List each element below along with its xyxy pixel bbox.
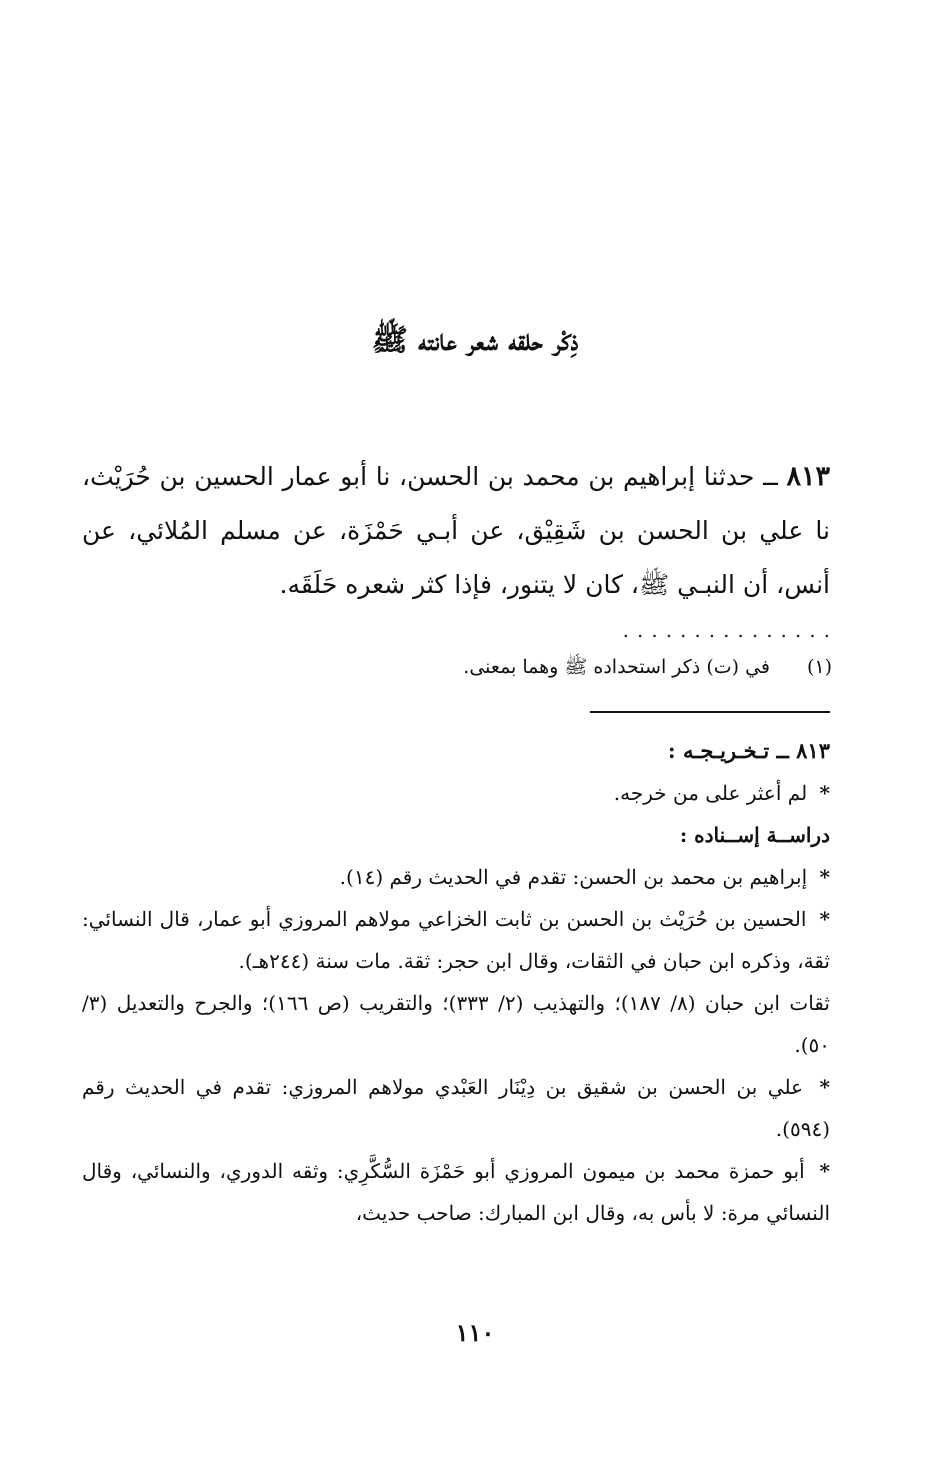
- narrator-entry-3: [82, 1066, 830, 1150]
- narrator-entry-4: [82, 1150, 830, 1234]
- section-divider: [590, 711, 830, 713]
- narrator-3-text: علي بن الحسن بن شقيق بن دِيْنَار العَبْدي مولاهم المروزي: تقدم في الحديث رقم (٥٩٤).: [82, 1075, 830, 1141]
- page-number: ١١٠: [455, 1318, 495, 1347]
- chapter-title: ذِكْر حلقه شعر عانته ﷺ: [371, 323, 579, 358]
- footnote-dots-separator: ...............: [622, 618, 838, 642]
- isnad-heading: دراســة إســناده :: [679, 823, 830, 847]
- narrator-1-text: إبراهيم بن محمد بن الحسن: تقدم في الحديث رقم (١٤).: [339, 865, 808, 889]
- footnote: [100, 652, 832, 682]
- bullet-icon: *: [819, 865, 830, 889]
- takhrij-no-source: [82, 772, 830, 814]
- bullet-icon: *: [819, 907, 831, 931]
- narrator-2-line-2: قال النسائي: ثقة، وذكره ابن حبان في الثقات، وقال ابن حجر: ثقة. مات سنة (٢٤٤هـ).: [82, 907, 830, 973]
- narrator-2-line-1: الحسين بن حُرَيْث بن الحسن بن ثابت الخزاعي مولاهم المروزي أبو عمار،: [196, 907, 807, 931]
- narrator-entry-1: [82, 856, 830, 898]
- bullet-icon: *: [819, 1075, 831, 1099]
- bullet-icon: *: [819, 1159, 830, 1183]
- narrator-entry-2: [82, 898, 830, 982]
- takhrij-heading: ٨١٣ ــ تـخـريـجـه :: [667, 738, 830, 763]
- footnote-number: (١): [806, 656, 832, 678]
- footnote-text: في (ت) ذكر استحداده ﷺ وهما بمعنى.: [463, 656, 770, 678]
- hadith-dash: ــ: [754, 462, 787, 491]
- narrator-4-text: أبو حمزة محمد بن ميمون المروزي أبو حَمْزَة السُّكَّرِي: وثقه الدوري، والنسائي، وقال النسائي مرة: لا بأس به، وقال ابن المبارك: صاحب حديث،: [82, 1159, 830, 1225]
- hadith-number: ٨١٣: [786, 461, 830, 492]
- no-source-text: لم أعثر على من خرجه.: [613, 781, 808, 805]
- narrator-2-references: ثقات ابن حبان (٨/ ١٨٧)؛ والتهذيب (٢/ ٣٣٣)؛ والتقريب (ص ١٦٦)؛ والجرح والتعديل (٣/ ٥٠).: [82, 991, 830, 1057]
- hadith-body: حدثنا إبراهيم بن محمد بن الحسن، نا أبو عمار الحسين بن حُرَيْث، نا علي بن الحسن بن شَقِيْق، عن أبـي حَمْزَة، عن مسلم المُلائي، عن أنس، أن النبـي ﷺ، كان لا يتنور، فإذا كثر شعره حَلَقَه.: [82, 462, 830, 599]
- takhrij-section: [82, 730, 830, 1234]
- bullet-icon: *: [819, 781, 830, 805]
- hadith-text-block: [82, 450, 830, 612]
